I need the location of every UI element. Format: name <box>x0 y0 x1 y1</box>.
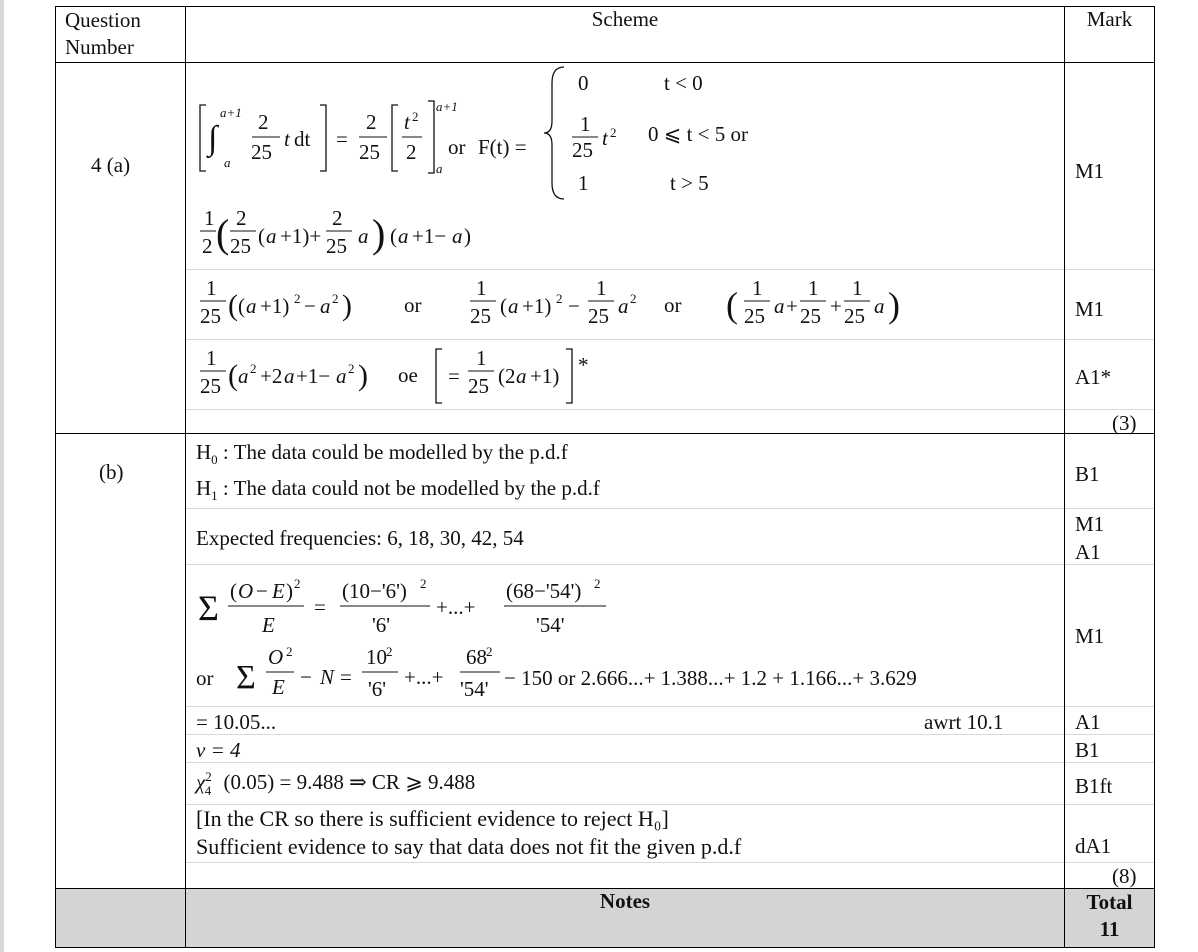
mark-a-1: M1 <box>1075 159 1105 183</box>
svg-text:(: ( <box>258 224 265 248</box>
svg-text:a: a <box>246 294 257 318</box>
svg-text:2: 2 <box>486 644 493 659</box>
svg-text:25: 25 <box>359 140 380 164</box>
h1-line: $H_1$ : The data could not be modelled by the p.d.f <box>196 476 600 504</box>
svg-text:a: a <box>774 294 785 318</box>
svg-text:a: a <box>358 224 369 248</box>
svg-text:+1)+: +1)+ <box>280 224 322 248</box>
svg-text:2: 2 <box>258 110 269 134</box>
svg-text:'6': '6' <box>372 613 391 637</box>
line1-F: F(t) = <box>478 135 527 159</box>
svg-text:O: O <box>238 579 254 603</box>
mark-b-1: B1 <box>1075 462 1100 486</box>
svg-text:a+1: a+1 <box>436 99 458 114</box>
svg-text:∫: ∫ <box>208 120 218 157</box>
svg-text:2: 2 <box>610 125 617 140</box>
divider <box>186 339 1064 340</box>
svg-text:=: = <box>448 364 460 388</box>
svg-text:25: 25 <box>800 304 821 328</box>
svg-text:'54': '54' <box>460 677 489 701</box>
mark-a-3: A1* <box>1075 365 1112 389</box>
svg-text:a: a <box>336 364 347 388</box>
svg-text:2: 2 <box>294 291 301 306</box>
svg-text:'54': '54' <box>536 613 565 637</box>
critical-value-line: $\chi^2_4$ (0.05) = 9.488 ⇒ CR ⩾ 9.488 <box>196 769 476 798</box>
svg-text:68: 68 <box>466 645 487 669</box>
svg-text:=: = <box>314 595 326 619</box>
svg-text:1: 1 <box>204 206 215 230</box>
svg-text:25: 25 <box>744 304 765 328</box>
svg-text:(2: (2 <box>498 364 516 388</box>
svg-text:(: ( <box>230 579 237 603</box>
svg-text:25: 25 <box>230 234 251 258</box>
svg-text:2: 2 <box>250 361 257 376</box>
svg-text:2: 2 <box>630 291 637 306</box>
svg-text:25: 25 <box>844 304 865 328</box>
svg-text:2: 2 <box>556 291 563 306</box>
mark-b-3: A1 <box>1075 540 1101 564</box>
svg-text:a: a <box>224 155 231 170</box>
svg-text:): ) <box>358 359 368 392</box>
expected-frequencies: Expected frequencies: 6, 18, 30, 42, 54 <box>196 526 524 550</box>
svg-text:−: − <box>300 665 312 689</box>
notes-heading: Notes <box>186 889 1065 948</box>
svg-text:+1): +1) <box>260 294 290 318</box>
svg-text:25: 25 <box>200 304 221 328</box>
svg-text:+1−: +1− <box>296 364 331 388</box>
part-b-marks <box>1065 434 1155 889</box>
conclusion-statement: Sufficient evidence to say that data does not fit the given p.d.f <box>196 834 742 859</box>
total-value: 11 <box>1099 917 1120 941</box>
svg-text:a: a <box>452 224 463 248</box>
svg-text:25: 25 <box>470 304 491 328</box>
svg-text:a: a <box>238 364 249 388</box>
svg-text:2: 2 <box>236 206 247 230</box>
svg-text:+1): +1) <box>530 364 560 388</box>
svg-text:(: ( <box>228 359 238 392</box>
svg-text:Σ: Σ <box>236 659 256 696</box>
svg-text:(: ( <box>216 211 230 256</box>
svg-text:(: ( <box>726 285 738 325</box>
svg-text:): ) <box>342 289 352 322</box>
svg-text:25: 25 <box>588 304 609 328</box>
svg-text:25: 25 <box>251 140 272 164</box>
svg-text:a: a <box>618 294 629 318</box>
svg-text:a: a <box>320 294 331 318</box>
svg-text:E: E <box>272 675 285 699</box>
svg-text:−: − <box>304 294 316 318</box>
piece2-expression <box>568 111 648 167</box>
svg-text:a: a <box>874 294 885 318</box>
svg-text:Σ: Σ <box>198 588 219 628</box>
line3-or-1: or <box>404 293 422 317</box>
svg-text:(: ( <box>238 294 245 318</box>
left-edge <box>0 0 4 952</box>
line3-or-2: or <box>664 293 682 317</box>
svg-text:25: 25 <box>572 138 593 161</box>
svg-text:): ) <box>286 579 293 603</box>
mark-b-6: B1 <box>1075 738 1100 762</box>
svg-text:'6': '6' <box>368 677 387 701</box>
svg-text:1: 1 <box>580 112 591 136</box>
svg-text:2: 2 <box>406 140 417 164</box>
piece3-condition: t > 5 <box>670 171 709 195</box>
critical-value-text: (0.05) = 9.488 ⇒ CR ⩾ 9.488 <box>223 770 476 794</box>
sum-line2-or: or <box>196 666 214 690</box>
divider <box>186 269 1064 270</box>
svg-text:dt: dt <box>294 127 311 151</box>
svg-text:a: a <box>398 224 409 248</box>
svg-text:t: t <box>404 110 410 134</box>
svg-text:1: 1 <box>476 346 487 370</box>
line3-expression <box>196 273 916 339</box>
piece3-value: 1 <box>578 171 589 195</box>
subtotal-a: (3) <box>1112 411 1137 435</box>
sum-line2-tail: − 150 or 2.666...+ 1.388...+ 1.2 + 1.166...+ 3.629 <box>504 666 917 690</box>
svg-text:a: a <box>508 294 519 318</box>
svg-text:O: O <box>268 645 284 669</box>
mark-a-2: M1 <box>1075 297 1105 321</box>
svg-text:25: 25 <box>468 374 489 398</box>
result-line: = 10.05... <box>196 710 277 734</box>
awrt-note: awrt 10.1 <box>924 710 1004 734</box>
svg-text:=: = <box>340 665 352 689</box>
svg-text:2: 2 <box>412 109 419 124</box>
svg-text:N: N <box>320 665 335 689</box>
degrees-of-freedom: ν = 4 <box>196 738 241 762</box>
svg-text:(: ( <box>228 289 238 322</box>
svg-text:+1−: +1− <box>412 224 447 248</box>
svg-text:t: t <box>284 127 290 151</box>
svg-text:1: 1 <box>752 276 763 300</box>
svg-text:+: + <box>830 294 842 318</box>
svg-text:+1): +1) <box>522 294 552 318</box>
svg-text:): ) <box>888 285 900 325</box>
part-a-scheme <box>186 63 1065 434</box>
svg-text:2: 2 <box>366 110 377 134</box>
header-scheme: Scheme <box>186 7 1065 63</box>
piece1-condition: t < 0 <box>664 71 703 95</box>
part-b-row <box>56 434 1155 889</box>
svg-text:−: − <box>568 294 580 318</box>
mark-b-4: M1 <box>1075 624 1105 648</box>
mark-b-5: A1 <box>1075 710 1101 734</box>
svg-text:+2: +2 <box>260 364 283 388</box>
total-label: Total <box>1086 890 1133 914</box>
svg-text:2: 2 <box>286 644 293 659</box>
svg-text:1: 1 <box>596 276 607 300</box>
svg-text:a: a <box>436 161 443 176</box>
mark-b-8: dA1 <box>1075 834 1112 858</box>
piece1-value: 0 <box>578 71 589 95</box>
header-mark: Mark <box>1065 7 1155 63</box>
piece2-condition: 0 ⩽ t < 5 or <box>648 122 749 146</box>
svg-text:(68−'54'): (68−'54') <box>506 579 582 603</box>
mark-b-7: B1ft <box>1075 774 1113 798</box>
svg-text:−: − <box>256 579 268 603</box>
svg-text:=: = <box>336 127 348 151</box>
svg-text:E: E <box>262 613 275 637</box>
area-expression <box>196 203 516 269</box>
svg-text:): ) <box>372 211 386 256</box>
line4-oe: oe <box>398 363 418 387</box>
part-b-scheme <box>186 434 1065 889</box>
header-row <box>56 7 1155 63</box>
svg-text:a+1: a+1 <box>220 105 242 120</box>
svg-text:2: 2 <box>348 361 355 376</box>
part-b-label: (b) <box>99 460 124 484</box>
svg-text:2: 2 <box>420 576 427 591</box>
subtotal-b: (8) <box>1112 864 1137 888</box>
part-a-label: 4 (a) <box>91 153 131 177</box>
svg-text:2: 2 <box>332 206 343 230</box>
svg-text:a: a <box>284 364 295 388</box>
svg-text:a: a <box>516 364 527 388</box>
svg-text:+...+: +...+ <box>404 665 444 689</box>
header-question-number: Question Number <box>56 7 186 63</box>
svg-text:a: a <box>266 224 277 248</box>
svg-text:(10−'6'): (10−'6') <box>342 579 407 603</box>
svg-text:+: + <box>786 294 798 318</box>
divider <box>186 409 1064 410</box>
svg-text:1: 1 <box>206 346 217 370</box>
svg-text:1: 1 <box>206 276 217 300</box>
line4-star: * <box>578 353 589 377</box>
svg-text:2: 2 <box>332 291 339 306</box>
notes-row <box>56 889 1155 948</box>
svg-text:2: 2 <box>594 576 601 591</box>
svg-text:10: 10 <box>366 645 387 669</box>
part-a-row <box>56 63 1155 434</box>
svg-text:1: 1 <box>476 276 487 300</box>
h0-line: $H_0$ : The data could be modelled by the p.d.f <box>196 440 568 468</box>
svg-text:1: 1 <box>808 276 819 300</box>
svg-text:25: 25 <box>200 374 221 398</box>
svg-text:2: 2 <box>294 576 301 591</box>
line1-or: or <box>448 135 466 159</box>
total-cell <box>1065 889 1155 948</box>
svg-text:(: ( <box>500 294 507 318</box>
svg-text:E: E <box>272 579 285 603</box>
svg-text:+...+: +...+ <box>436 595 476 619</box>
part-a-marks <box>1065 63 1155 434</box>
svg-text:25: 25 <box>326 234 347 258</box>
svg-text:(: ( <box>390 224 397 248</box>
mark-b-2: M1 <box>1075 512 1105 536</box>
svg-text:1: 1 <box>852 276 863 300</box>
svg-text:t: t <box>602 126 608 150</box>
svg-text:): ) <box>464 224 471 248</box>
mark-scheme-table <box>55 6 1155 948</box>
svg-text:2: 2 <box>386 644 393 659</box>
svg-text:2: 2 <box>202 234 213 258</box>
reject-statement: [In the CR so there is sufficient evidence to reject H₀] <box>196 806 669 831</box>
